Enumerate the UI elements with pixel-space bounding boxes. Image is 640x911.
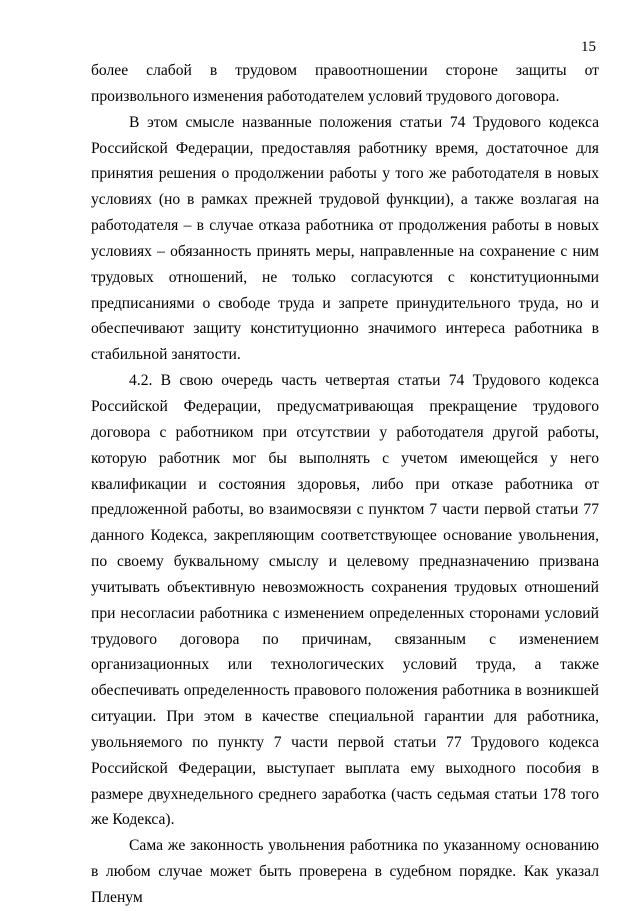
document-body bbox=[91, 58, 599, 911]
paragraph-judicial-review: Сама же законность увольнения работника по указанному основанию в любом случае может быть проверена в судебном порядке. Как указал Пленум bbox=[91, 837, 599, 906]
paragraph-section-4-2: 4.2. В свою очередь часть четвертая статьи 74 Трудового кодекса Российской Федерации, предусматривающая прекращение трудового договора с работником при отсутствии у работодателя другой работы, которую работник мог бы выполнять с учетом имеющейся у него квалификации и состояния здоровья, либо при отказе работника от предложенной работы, во взаимосвязи с пунктом 7 части первой статьи 77 данного Кодекса, закрепляющим соответствующее основание увольнения, по своему буквальному смыслу и целевому предназначению призвана учитывать объективную невозможность сохранения трудовых отношений при несогласии работника с изменением определенных сторонами условий трудового договора по причинам, связанным с изменением организационных или технологических условий труда, а также обеспечивать определенность правового положения работника в возникшей ситуации. При этом в качестве специальной гарантии для работника, увольняемого по пункту 7 части первой статьи 77 Трудового кодекса Российской Федерации, выступает выплата ему выходного пособия в размере двухнедельного среднего заработка (часть седьмая статьи 178 того же Кодекса). bbox=[91, 372, 599, 829]
paragraph-continuation: более слабой в трудовом правоотношении стороне защиты от произвольного изменения работодателем условий трудового договора. bbox=[91, 62, 599, 105]
paragraph-article-74-meaning: В этом смысле названные положения статьи 74 Трудового кодекса Российской Федерации, предоставляя работнику время, достаточное для принятия решения о продолжении работы у того же работодателя в новых условиях (но в рамках прежней трудовой функции), а также возлагая на работодателя – в случае отказа работника от продолжения работы в новых условиях – обязанность принять меры, направленные на сохранение с ним трудовых отношений, не только согласуются с конституционными предписаниями о свободе труда и запрете принудительного труда, но и обеспечивают защиту конституционно значимого интереса работника в стабильной занятости. bbox=[91, 113, 599, 364]
page-number: 15 bbox=[581, 39, 596, 55]
